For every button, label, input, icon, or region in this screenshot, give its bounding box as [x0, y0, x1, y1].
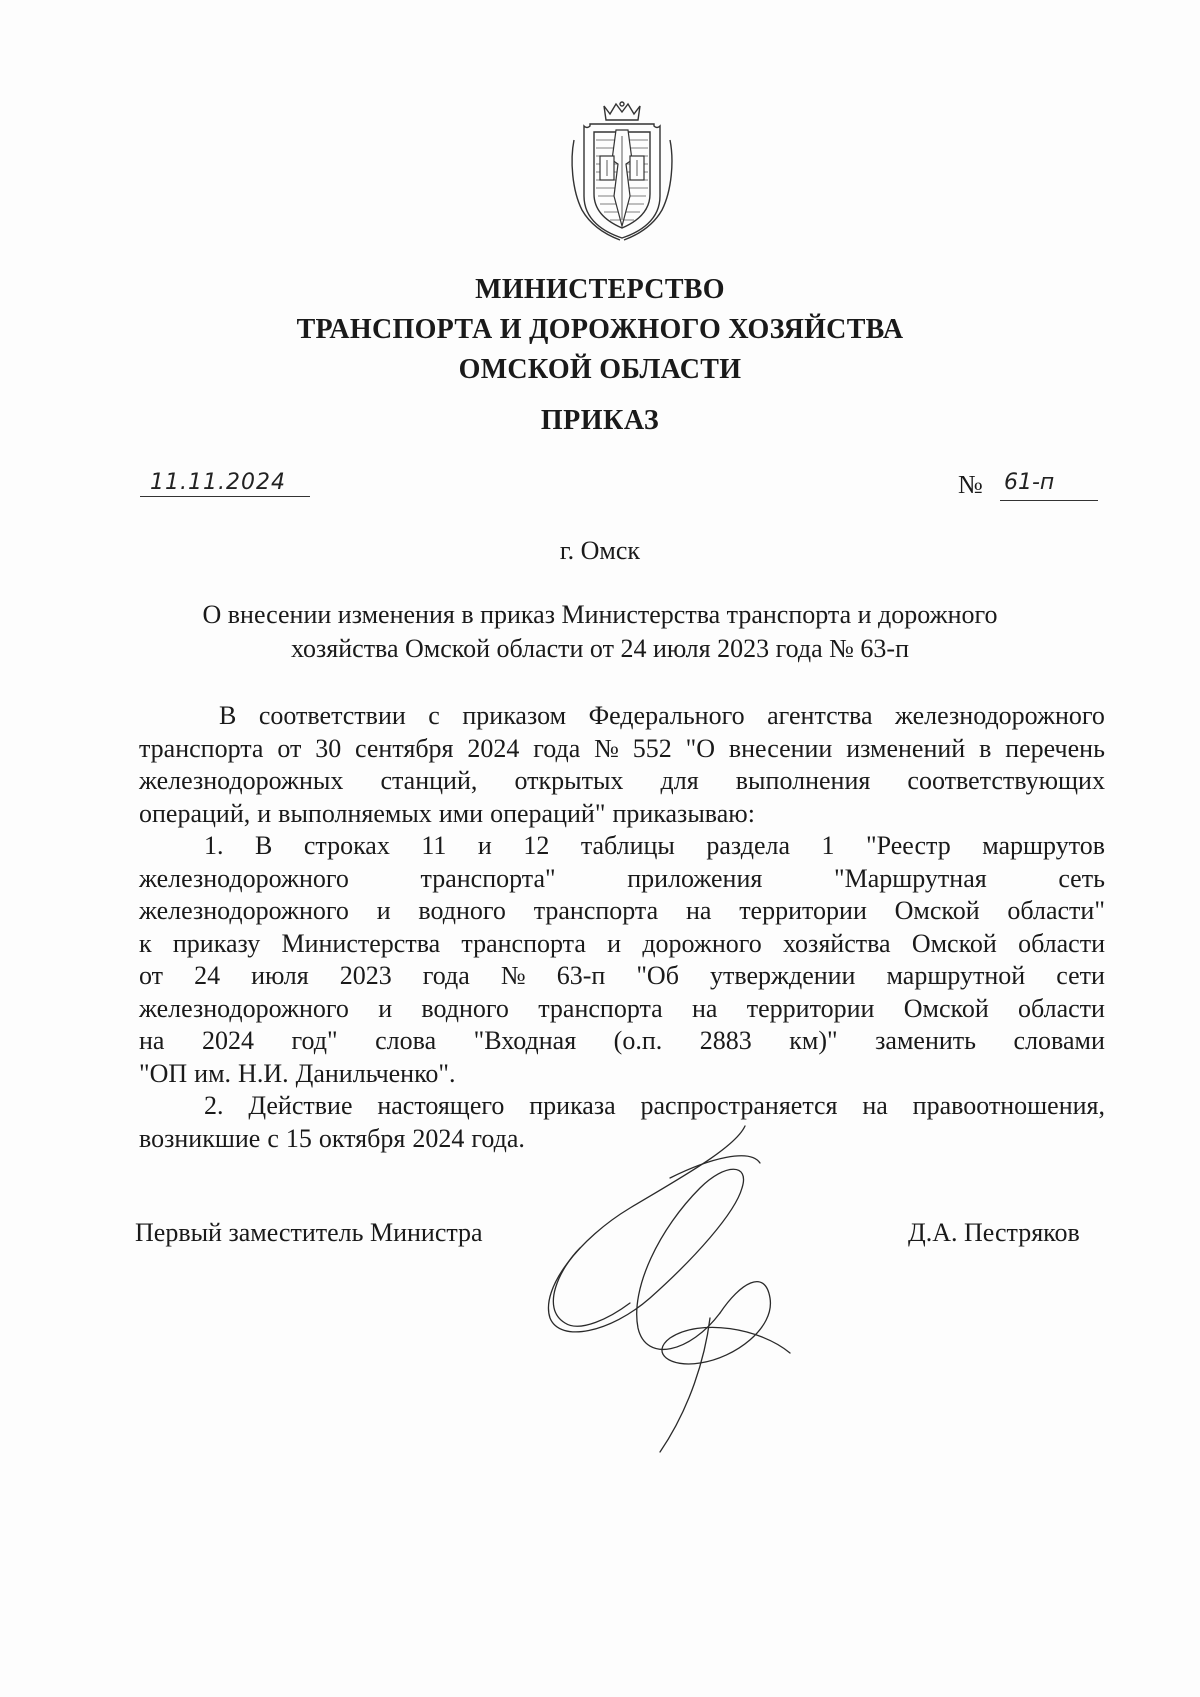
handwritten-signature: [520, 1118, 850, 1458]
body-line: 2. Действие настоящего приказа распространяется на правоотношения,: [204, 1091, 1105, 1120]
body-line: железнодорожных станций, открытых для выполнения соответствующих: [139, 766, 1105, 795]
body-line: от 24 июля 2023 года № 63-п "Об утверждении маршрутной сети: [139, 961, 1105, 990]
order-body: [139, 700, 1105, 1155]
body-line: к приказу Министерства транспорта и дорожного хозяйства Омской области: [139, 928, 1105, 958]
document-type: ПРИКАЗ: [540, 405, 660, 436]
body-line: возникшие с 15 октября 2024 года.: [139, 1123, 525, 1153]
body-line: операций, и выполняемых ими операций" приказываю:: [139, 798, 755, 828]
ministry-line-2: ТРАНСПОРТА И ДОРОЖНОГО ХОЗЯЙСТВА: [296, 314, 904, 345]
city: г. Омск: [559, 536, 641, 565]
body-line: железнодорожного транспорта" приложения "Маршрутная сеть: [139, 863, 1105, 893]
order-number: 61-п: [1004, 470, 1055, 495]
number-sign: №: [958, 470, 983, 499]
order-date: 11.11.2024: [150, 470, 286, 495]
coat-of-arms-icon: [560, 100, 684, 242]
subject-line-2: хозяйства Омской области от 24 июля 2023 года № 63-п: [291, 634, 909, 663]
subject-line-1: О внесении изменения в приказ Министерства транспорта и дорожного: [202, 600, 998, 629]
order-subject: [150, 598, 1050, 666]
body-line: транспорта от 30 сентября 2024 года № 552 "О внесении изменений в перечень: [139, 733, 1105, 763]
signer-position: Первый заместитель Министра: [135, 1218, 483, 1247]
date-underline: [140, 496, 310, 497]
ministry-title: [0, 270, 1200, 390]
body-line: железнодорожного и водного транспорта на территории Омской области: [139, 993, 1105, 1023]
body-line: железнодорожного и водного транспорта на территории Омской области": [139, 896, 1105, 925]
body-line: В соответствии с приказом Федерального агентства железнодорожного: [219, 701, 1105, 730]
body-line: на 2024 год" слова "Входная (о.п. 2883 км)" заменить словами: [139, 1026, 1105, 1055]
ministry-line-1: МИНИСТЕРСТВО: [475, 274, 725, 305]
body-line: 1. В строках 11 и 12 таблицы раздела 1 "Реестр маршрутов: [204, 831, 1105, 860]
signer-name: Д.А. Пестряков: [908, 1218, 1080, 1247]
number-underline: [1000, 500, 1098, 501]
ministry-line-3: ОМСКОЙ ОБЛАСТИ: [458, 354, 742, 385]
body-line: "ОП им. Н.И. Данильченко".: [139, 1058, 456, 1088]
